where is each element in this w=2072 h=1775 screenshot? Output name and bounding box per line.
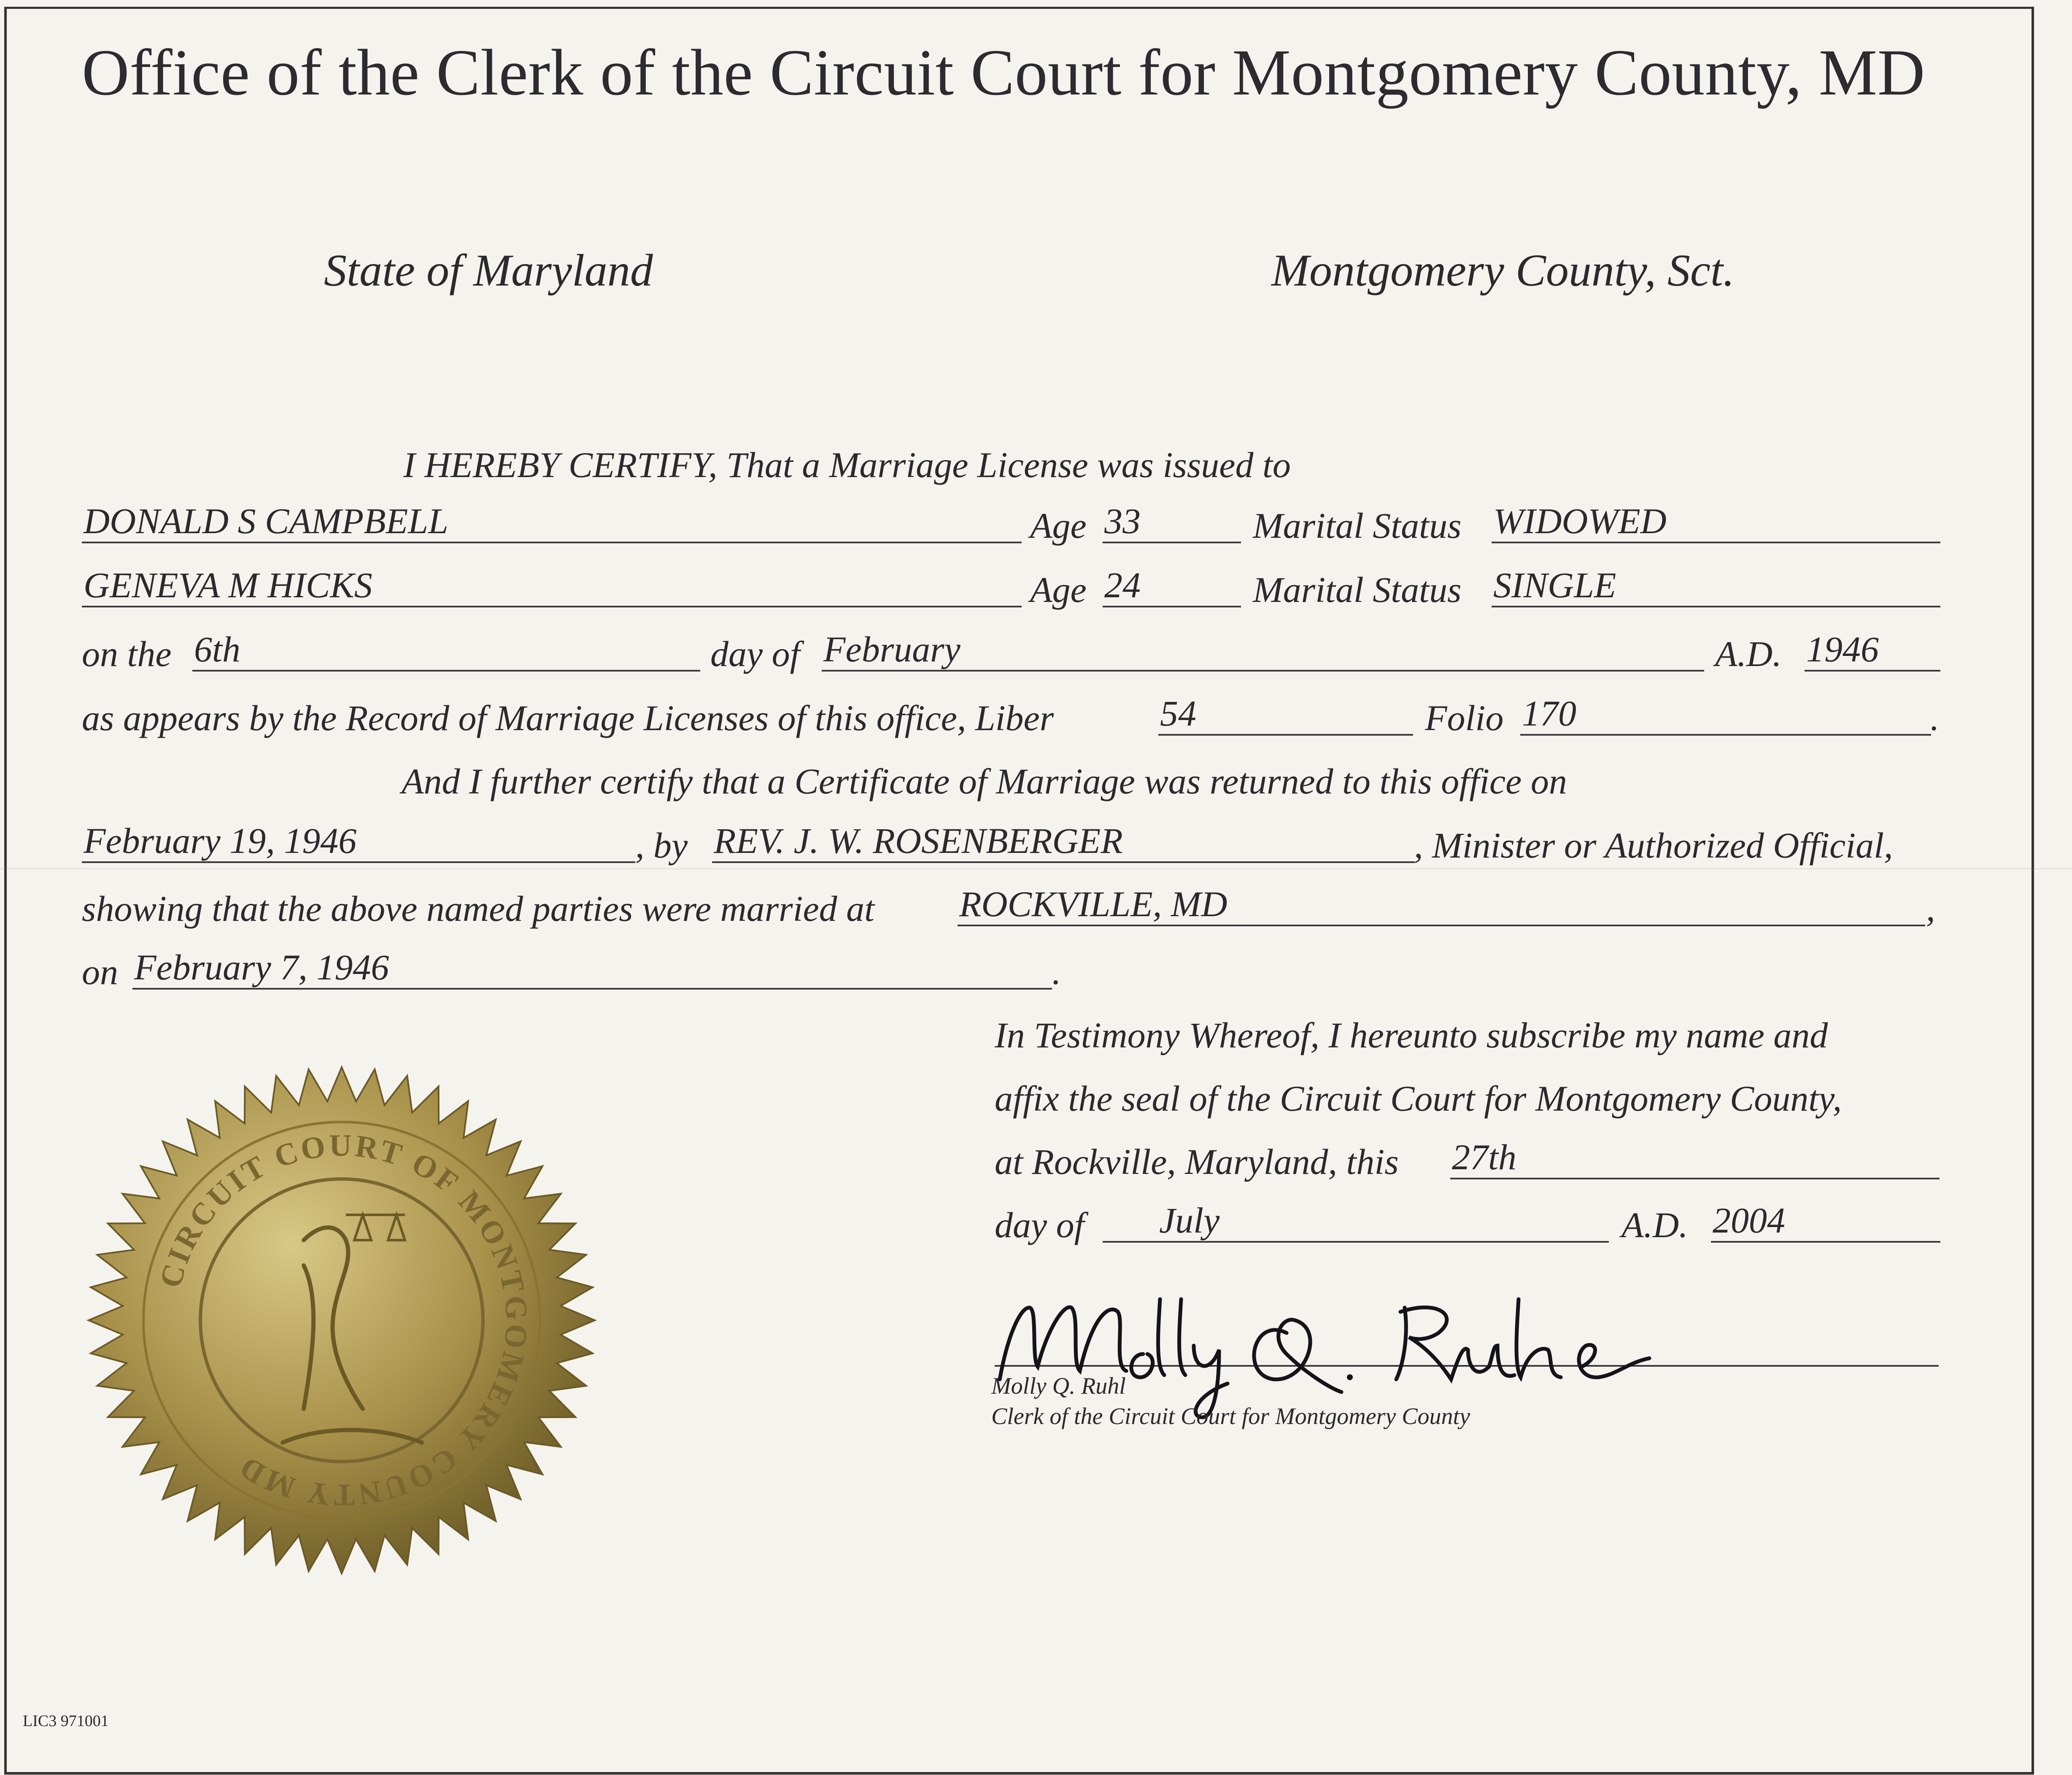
party2-name: GENEVA M HICKS bbox=[82, 564, 1022, 607]
officiant-title: , Minister or Authorized Official, bbox=[1414, 825, 1893, 866]
county-label: Montgomery County, Sct. bbox=[1271, 245, 1735, 296]
on-label: on bbox=[82, 952, 118, 992]
clerk-title: Clerk of the Circuit Court for Montgomery County bbox=[991, 1403, 1470, 1430]
license-year: 1946 bbox=[1805, 629, 1940, 672]
by-label: , by bbox=[635, 825, 688, 866]
testimony-day-of-label: day of bbox=[995, 1205, 1085, 1245]
party2-age: 24 bbox=[1103, 564, 1241, 607]
ad-label: A.D. bbox=[1715, 634, 1782, 674]
testimony-line2: affix the seal of the Circuit Court for Montgomery County, bbox=[995, 1078, 1842, 1119]
marriage-date-period: . bbox=[1052, 952, 1061, 992]
page-title: Office of the Clerk of the Circuit Court for Montgomery County, MD bbox=[82, 36, 1925, 109]
testimony-year: 2004 bbox=[1711, 1200, 1940, 1243]
party2-age-label: Age bbox=[1030, 569, 1087, 610]
return-date: February 19, 1946 bbox=[82, 820, 635, 863]
day-of-label: day of bbox=[710, 634, 800, 674]
testimony-month: July bbox=[1103, 1200, 1609, 1243]
handwritten-signature bbox=[991, 1282, 1666, 1422]
party1-status: WIDOWED bbox=[1492, 500, 1940, 543]
party2-status: SINGLE bbox=[1492, 564, 1940, 607]
circuit-court-seal bbox=[84, 1063, 599, 1578]
license-day: 6th bbox=[192, 629, 700, 672]
on-the-label: on the bbox=[82, 634, 172, 674]
certify-intro: I HEREBY CERTIFY, That a Marriage License was issued to bbox=[403, 445, 1291, 485]
party1-age: 33 bbox=[1103, 500, 1241, 543]
party1-status-label: Marital Status bbox=[1253, 505, 1462, 546]
license-month: February bbox=[822, 629, 1704, 672]
liber-number: 54 bbox=[1158, 693, 1413, 736]
seal-inscription: CIRCUIT COURT OF MONTGOMERY COUNTY MD bbox=[153, 1128, 534, 1513]
record-period: . bbox=[1930, 698, 1940, 738]
marriage-date: February 7, 1946 bbox=[132, 947, 1052, 990]
form-number: LIC3 971001 bbox=[23, 1712, 109, 1730]
married-at-text: showing that the above named parties were married at bbox=[82, 888, 875, 929]
marriage-place: ROCKVILLE, MD bbox=[958, 883, 1925, 926]
party1-age-label: Age bbox=[1030, 505, 1087, 546]
folio-number: 170 bbox=[1520, 693, 1931, 736]
testimony-line1: In Testimony Whereof, I hereunto subscribe my name and bbox=[995, 1015, 1828, 1055]
return-intro: And I further certify that a Certificate of Marriage was returned to this office on bbox=[402, 761, 1567, 801]
testimony-line3: at Rockville, Maryland, this bbox=[995, 1141, 1399, 1182]
testimony-ad-label: A.D. bbox=[1621, 1205, 1688, 1245]
fold-crease bbox=[0, 868, 2072, 869]
officiant-name: REV. J. W. ROSENBERGER bbox=[712, 820, 1415, 863]
record-text: as appears by the Record of Marriage Licenses of this office, Liber bbox=[82, 698, 1054, 738]
folio-label: Folio bbox=[1425, 698, 1504, 738]
place-comma: , bbox=[1926, 888, 1935, 929]
clerk-name: Molly Q. Ruhl bbox=[991, 1373, 1126, 1399]
testimony-day: 27th bbox=[1450, 1136, 1940, 1179]
party1-name: DONALD S CAMPBELL bbox=[82, 500, 1022, 543]
party2-status-label: Marital Status bbox=[1253, 569, 1462, 610]
state-label: State of Maryland bbox=[324, 245, 653, 296]
